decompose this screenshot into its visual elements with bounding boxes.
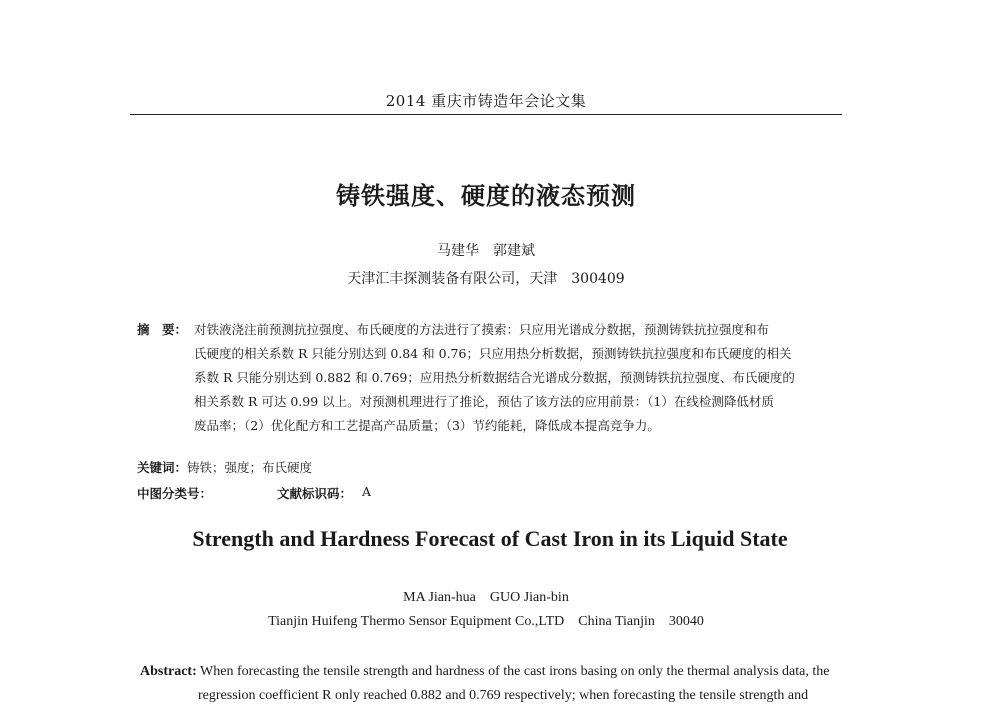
abstract-en-text: When forecasting the tensile strength and hardness of the cast irons basing on only the thermal analysis data, the (196, 664, 830, 679)
header-rule (130, 114, 842, 115)
affiliation-cn: 天津汇丰探测装备有限公司，天津 300409 (347, 271, 625, 287)
keywords-cn (137, 458, 312, 476)
abstract-cn-line: 对铁液浇注前预测抗拉强度、布氏硬度的方法进行了摸索：只应用光谱成分数据，预测铸铁抗拉强度和布 (194, 322, 770, 337)
abstract-cn-line: 相关系数 R 可达 0.99 以上。对预测机理进行了推论，预估了该方法的应用前景：（1）在线检测降低材质 (194, 394, 774, 409)
keywords-cn-value: 铸铁；强度；布氏硬度 (187, 460, 313, 475)
keywords-cn-label: 关键词： (137, 460, 188, 475)
abstract-cn-line: 氏硬度的相关系数 R 只能分别达到 0.84 和 0.76；只应用热分析数据，预测铸铁抗拉强度和布氏硬度的相关 (194, 346, 792, 361)
doc-code-value: A (362, 484, 372, 499)
affiliation-en: Tianjin Huifeng Thermo Sensor Equipment Co.,LTD China Tianjin 30040 (268, 614, 704, 629)
classification-cn (137, 484, 537, 502)
abstract-en-line (140, 660, 829, 684)
running-header: 2014 重庆市铸造年会论文集 (385, 92, 587, 110)
authors-cn: 马建华 郭建斌 (437, 243, 535, 259)
paper-title-en: Strength and Hardness Forecast of Cast Iron in its Liquid State (192, 526, 788, 551)
abstract-cn-label: 摘 要： (137, 322, 188, 337)
abstract-en-label: Abstract: (140, 664, 197, 679)
paper-title-cn: 铸铁强度、硬度的液态预测 (336, 182, 636, 210)
doc-code-label: 文献标识码： (277, 486, 353, 501)
abstract-cn (137, 318, 847, 448)
abstract-en (140, 660, 852, 708)
abstract-en-line: regression coefficient R only reached 0.882 and 0.769 respectively; when forecasting the tensile strength and (198, 688, 809, 703)
authors-en: MA Jian-hua GUO Jian-bin (403, 590, 569, 605)
abstract-cn-line: 废品率；（2）优化配方和工艺提高产品质量；（3）节约能耗，降低成本提高竞争力。 (194, 418, 660, 433)
abstract-cn-line: 系数 R 只能分别达到 0.882 和 0.769；应用热分析数据结合光谱成分数据，预测铸铁抗拉强度、布氏硬度的 (194, 370, 795, 385)
classification-cn-label: 中图分类号： (137, 486, 213, 501)
